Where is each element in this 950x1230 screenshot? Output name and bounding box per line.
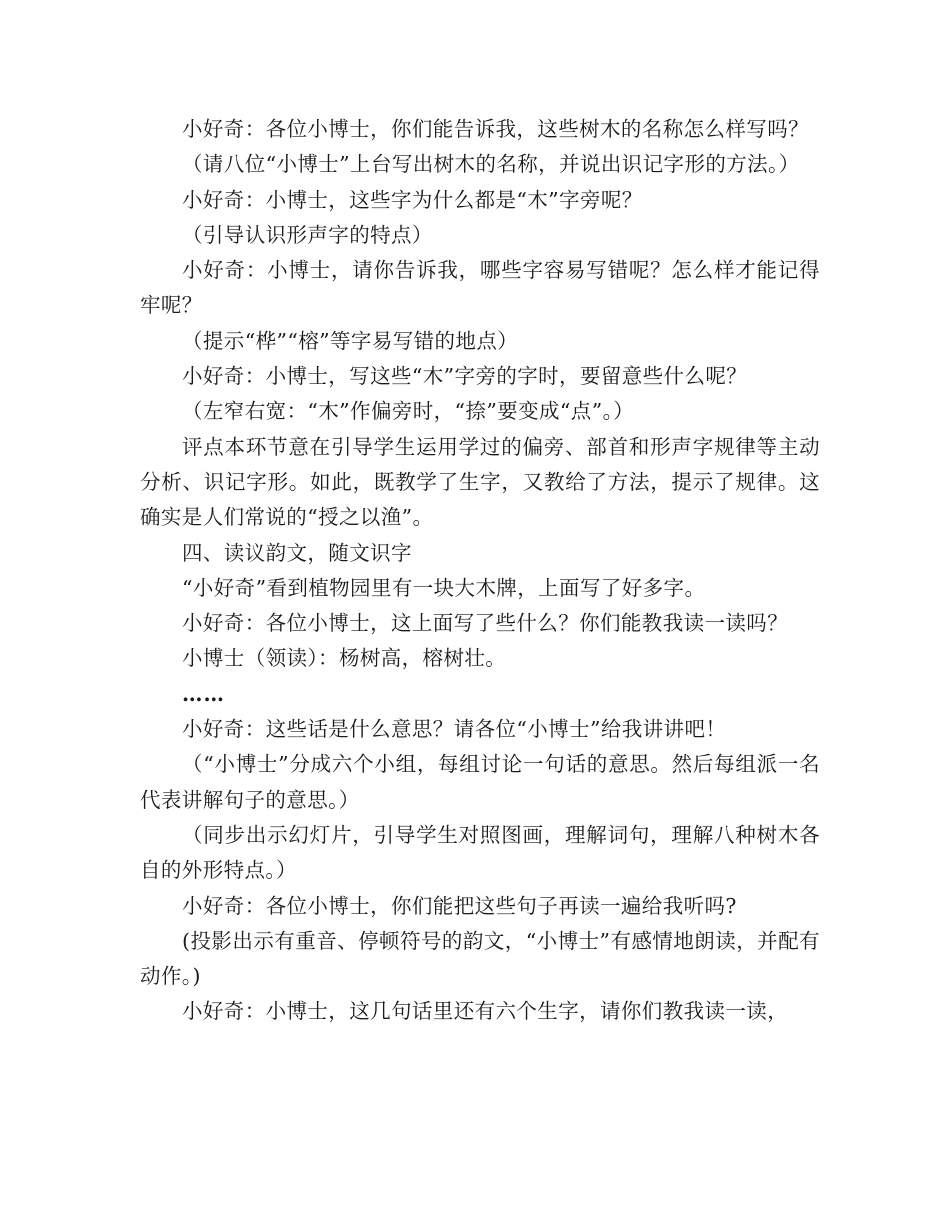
ellipsis: …… [182, 681, 225, 706]
paragraph: (投影出示有重音、停顿符号的韵文，“小博士”有感情地朗读，并配有动作。) [140, 928, 820, 989]
document-page [140, 112, 820, 1030]
section-heading: 四、读议韵文，随文识字 [182, 540, 412, 565]
paragraph: 小好奇：小博士，请你告诉我，哪些字容易写错呢？怎么样才能记得牢呢？ [140, 258, 820, 318]
paragraph: 小好奇：各位小博士，你们能告诉我，这些树木的名称怎么样写吗？ [182, 117, 809, 141]
paragraph: 小好奇：这些话是什么意思？请各位“小博士”给我讲讲吧！ [182, 717, 727, 742]
paragraph: 评点本环节意在引导学生运用学过的偏旁、部首和形声字规律等主动分析、识记字形。如此，既教学了生字，又教给了方法，提示了规律。这确实是人们常说的“授之以渔”。 [140, 434, 820, 530]
paragraph: 小好奇：各位小博士，你们能把这些句子再读一遍给我听吗? [182, 893, 737, 918]
paragraph: 小好奇：各位小博士，这上面写了些什么？你们能教我读一读吗？ [182, 611, 789, 636]
paragraph: 小好奇：小博士，这几句话里还有六个生字，请你们教我读一读， [182, 999, 789, 1024]
paragraph: （引导认识形声字的特点） [182, 222, 433, 247]
paragraph: （提示“桦”“榕”等字易写错的地点） [182, 328, 519, 353]
paragraph: （“小博士”分成六个小组，每组讨论一句话的意思。然后每组派一名代表讲解句子的意思。） [140, 752, 820, 812]
paragraph: （左窄右宽：“木”作偏旁时，“捺”要变成“点”。） [182, 399, 635, 424]
paragraph: 小好奇：小博士，写这些“木”字旁的字时，要留意些什么呢？ [182, 364, 748, 389]
paragraph: 小博士（领读）：杨树高，榕树壮。 [182, 646, 507, 671]
paragraph: （请八位“小博士”上台写出树木的名称，并说出识记字形的方法。） [182, 152, 800, 177]
paragraph: 小好奇：小博士，这些字为什么都是“木”字旁呢？ [182, 187, 643, 212]
paragraph: （同步出示幻灯片，引导学生对照图画，理解词句，理解八种树木各自的外形特点。） [140, 822, 820, 883]
paragraph: “小好奇”看到植物园里有一块大木牌，上面写了好多字。 [182, 575, 706, 600]
